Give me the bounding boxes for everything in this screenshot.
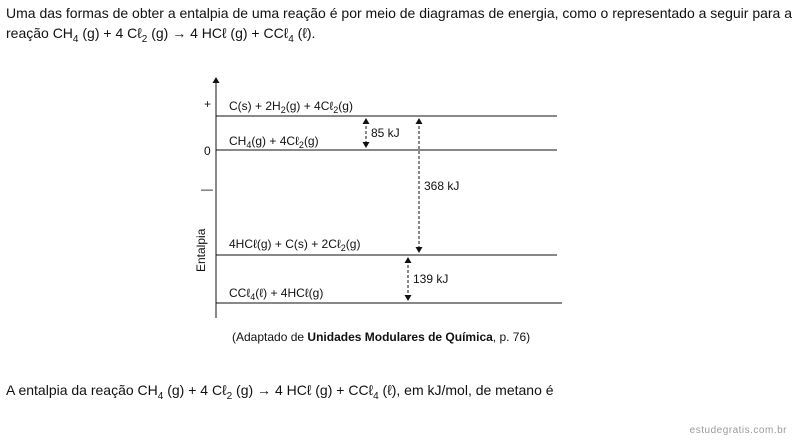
caption-source: Unidades Modulares de Química: [307, 330, 493, 344]
arrow-85kj-label: 85 kJ: [371, 126, 400, 140]
question-subscript: 4: [157, 390, 164, 402]
axis-label: Entalpia: [194, 228, 208, 272]
watermark: estudegratis.com.br: [689, 425, 787, 436]
level-label-hcl: 4HCℓ(g) + C(s) + 2Cℓ$_2$(g): [229, 237, 361, 253]
intro-subscript: 4: [72, 33, 79, 45]
question-subscript: 4: [373, 390, 379, 402]
question-subscript: 2: [226, 390, 233, 402]
arrow-139kj-label: 139 kJ: [413, 272, 449, 286]
intro-text: (g) + 4 Cℓ: [78, 25, 142, 41]
axis-zero-mark: 0: [204, 144, 211, 158]
intro-text: Uma das formas de obter a entalpia de uma reação é por meio de diagramas de energia, como o representado a seguir para a reação CH: [6, 5, 793, 41]
question-text: (ℓ), em kJ/mol, de metano é: [378, 382, 554, 398]
intro-text: (g) → 4 HCℓ (g) + CCℓ: [147, 25, 289, 41]
intro-subscript: 2: [141, 33, 148, 45]
question-text: (g) + 4 Cℓ: [163, 382, 227, 398]
level-label-zero: $CH_4(g)$ + 4Cℓ$_2$(g): [229, 134, 319, 150]
intro-text: (ℓ).: [293, 25, 316, 41]
question-paragraph: [6, 380, 554, 407]
caption-suffix: , p. 76): [492, 330, 531, 344]
axis-plus-mark: +: [204, 97, 212, 111]
axis-minus-mark: —: [201, 182, 213, 196]
question-text: (g) → 4 HCℓ (g) + CCℓ: [232, 382, 374, 398]
figure-caption: [232, 330, 530, 344]
intro-subscript: 4: [288, 33, 294, 45]
question-text: A entalpia da reação CH: [6, 382, 158, 398]
caption-prefix: (Adaptado de: [232, 330, 308, 344]
level-label-top: $C(s) + 2H_2(g)$ + 4Cℓ$_2$(g): [229, 99, 353, 115]
arrow-368kj-label: 368 kJ: [424, 179, 460, 193]
level-label-bottom: CCℓ$_4$(ℓ) + 4HCℓ(g): [229, 286, 324, 302]
